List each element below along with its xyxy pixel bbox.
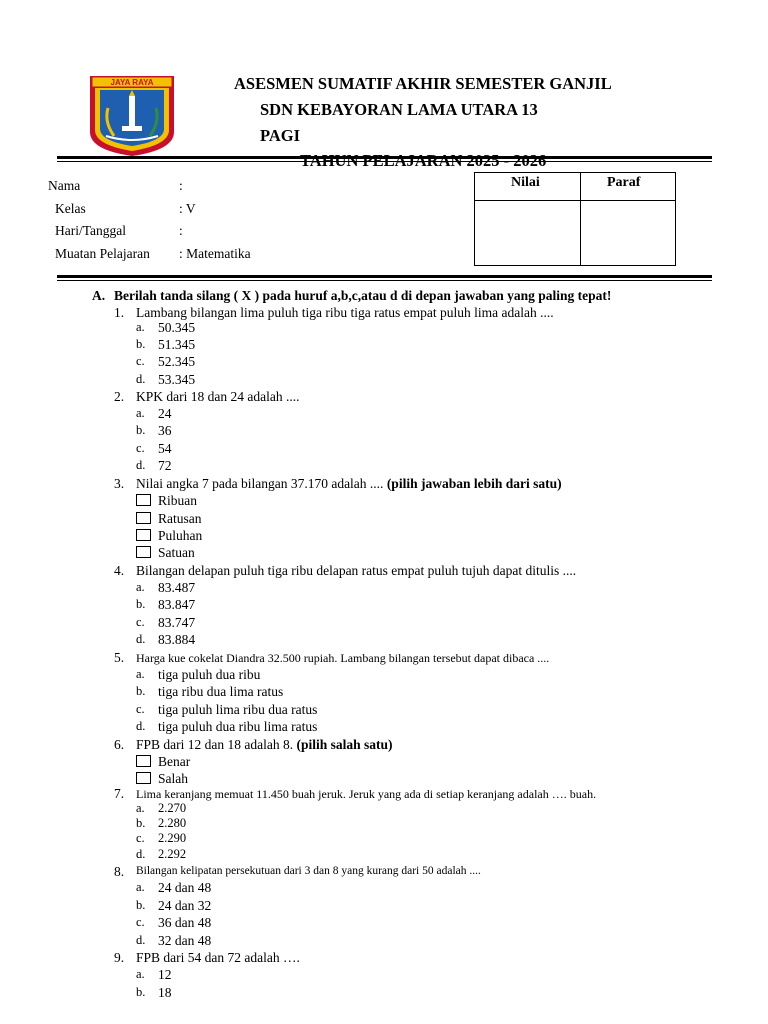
question-text: FPB dari 12 dan 18 adalah 8. <box>136 737 294 752</box>
option-letter: d. <box>136 632 146 646</box>
option-text: 50.345 <box>158 320 196 335</box>
question-number: 4. <box>114 563 125 578</box>
question-number: 6. <box>114 737 125 752</box>
option-text: 12 <box>158 967 172 982</box>
nama-field: : <box>179 178 183 193</box>
section-instruction: Berilah tanda silang ( X ) pada huruf a,b,c,atau d di depan jawaban yang paling tepat! <box>114 288 612 303</box>
option-letter: b. <box>136 423 146 437</box>
question-number: 5. <box>114 650 125 665</box>
question-text: KPK dari 18 dan 24 adalah .... <box>136 389 300 404</box>
title-line-2: SDN KEBAYORAN LAMA UTARA 13 <box>260 100 538 119</box>
paraf-cell <box>581 201 675 265</box>
answer-checkbox[interactable] <box>136 494 151 506</box>
question-number: 1. <box>114 305 125 320</box>
option-text: 54 <box>158 441 172 456</box>
question-text: Bilangan kelipatan persekutuan dari 3 dan 8 yang kurang dari 50 adalah .... <box>136 865 481 877</box>
option-letter: b. <box>136 985 146 999</box>
question-text: Nilai angka 7 pada bilangan 37.170 adalah .... <box>136 476 384 491</box>
option-letter: b. <box>136 816 146 830</box>
option-text: 72 <box>158 458 172 473</box>
option-letter: b. <box>136 337 146 351</box>
paraf-header: Paraf <box>607 175 641 190</box>
option-text: 24 dan 48 <box>158 880 212 895</box>
checkbox-label: Satuan <box>158 545 195 560</box>
question-text: FPB dari 54 dan 72 adalah …. <box>136 950 300 965</box>
option-letter: a. <box>136 320 145 334</box>
question-note: (pilih salah satu) <box>296 737 393 752</box>
option-letter: a. <box>136 667 145 681</box>
answer-checkbox[interactable] <box>136 512 151 524</box>
checkbox-label: Salah <box>158 771 188 786</box>
option-letter: d. <box>136 847 146 861</box>
checkbox-label: Puluhan <box>158 528 203 543</box>
option-text: 2.280 <box>158 816 187 830</box>
question-number: 2. <box>114 389 125 404</box>
option-letter: c. <box>136 702 145 716</box>
option-text: 18 <box>158 985 172 1000</box>
kelas-field: : V <box>179 201 196 216</box>
option-letter: a. <box>136 880 145 894</box>
checkbox-label: Benar <box>158 754 191 769</box>
option-letter: c. <box>136 915 145 929</box>
option-letter: d. <box>136 458 146 472</box>
option-letter: b. <box>136 597 146 611</box>
option-text: 83.487 <box>158 580 196 595</box>
question-number: 3. <box>114 476 125 491</box>
question-note: (pilih jawaban lebih dari satu) <box>386 476 562 491</box>
option-text: 2.270 <box>158 801 187 815</box>
tanggal-field: : <box>179 223 183 238</box>
option-text: 51.345 <box>158 337 196 352</box>
option-letter: d. <box>136 372 146 386</box>
question-text: Bilangan delapan puluh tiga ribu delapan ratus empat puluh tujuh dapat ditulis .... <box>136 563 577 578</box>
header-divider-thin <box>57 161 712 162</box>
question-text: Lima keranjang memuat 11.450 buah jeruk. Jeruk yang ada di setiap keranjang adalah …. buah. <box>136 787 597 801</box>
jakarta-logo <box>86 72 178 158</box>
option-text: 2.290 <box>158 831 187 845</box>
tanggal-label: Hari/Tanggal <box>55 223 127 238</box>
option-text: tiga puluh dua ribu <box>158 667 261 682</box>
option-text: tiga puluh dua ribu lima ratus <box>158 719 318 734</box>
option-text: 52.345 <box>158 354 196 369</box>
score-table <box>474 172 676 266</box>
option-text: 24 <box>158 406 172 421</box>
header-divider-thick <box>57 156 712 159</box>
question-text: Lambang bilangan lima puluh tiga ribu tiga ratus empat puluh lima adalah .... <box>136 305 554 320</box>
question-number: 7. <box>114 786 125 801</box>
answer-checkbox[interactable] <box>136 755 151 767</box>
option-text: 32 dan 48 <box>158 933 212 948</box>
answer-checkbox[interactable] <box>136 772 151 784</box>
checkbox-label: Ribuan <box>158 493 197 508</box>
logo-text: JAYA RAYA <box>110 78 154 87</box>
option-text: tiga ribu dua lima ratus <box>158 684 284 699</box>
option-text: tiga puluh lima ribu dua ratus <box>158 702 318 717</box>
option-letter: c. <box>136 441 145 455</box>
option-text: 36 <box>158 423 172 438</box>
option-letter: c. <box>136 831 145 845</box>
option-letter: c. <box>136 354 145 368</box>
option-letter: d. <box>136 933 146 947</box>
kelas-label: Kelas <box>55 201 86 216</box>
option-letter: b. <box>136 898 146 912</box>
mapel-field: : Matematika <box>179 246 251 261</box>
option-letter: c. <box>136 615 145 629</box>
option-text: 2.292 <box>158 847 187 861</box>
option-text: 83.884 <box>158 632 196 647</box>
checkbox-label: Ratusan <box>158 511 202 526</box>
option-letter: a. <box>136 801 145 815</box>
answer-checkbox[interactable] <box>136 546 151 558</box>
title-line-1: ASESMEN SUMATIF AKHIR SEMESTER GANJIL <box>234 74 612 93</box>
option-text: 53.345 <box>158 372 196 387</box>
option-letter: a. <box>136 406 145 420</box>
nama-label: Nama <box>48 178 81 193</box>
nilai-cell <box>476 201 579 265</box>
nilai-header: Nilai <box>511 175 540 190</box>
info-divider-thin <box>57 280 712 281</box>
question-text: Harga kue cokelat Diandra 32.500 rupiah. Lambang bilangan tersebut dapat dibaca .... <box>136 651 550 665</box>
option-text: 24 dan 32 <box>158 898 212 913</box>
mapel-label: Muatan Pelajaran <box>55 246 150 261</box>
info-divider-thick <box>57 275 712 278</box>
option-letter: d. <box>136 719 146 733</box>
option-letter: a. <box>136 580 145 594</box>
question-number: 9. <box>114 950 125 965</box>
title-line-3: PAGI <box>260 126 301 145</box>
answer-checkbox[interactable] <box>136 529 151 541</box>
option-text: 83.847 <box>158 597 196 612</box>
question-number: 8. <box>114 864 125 879</box>
option-text: 36 dan 48 <box>158 915 212 930</box>
option-letter: b. <box>136 684 146 698</box>
option-letter: a. <box>136 967 145 981</box>
section-letter: A. <box>92 288 106 303</box>
option-text: 83.747 <box>158 615 196 630</box>
